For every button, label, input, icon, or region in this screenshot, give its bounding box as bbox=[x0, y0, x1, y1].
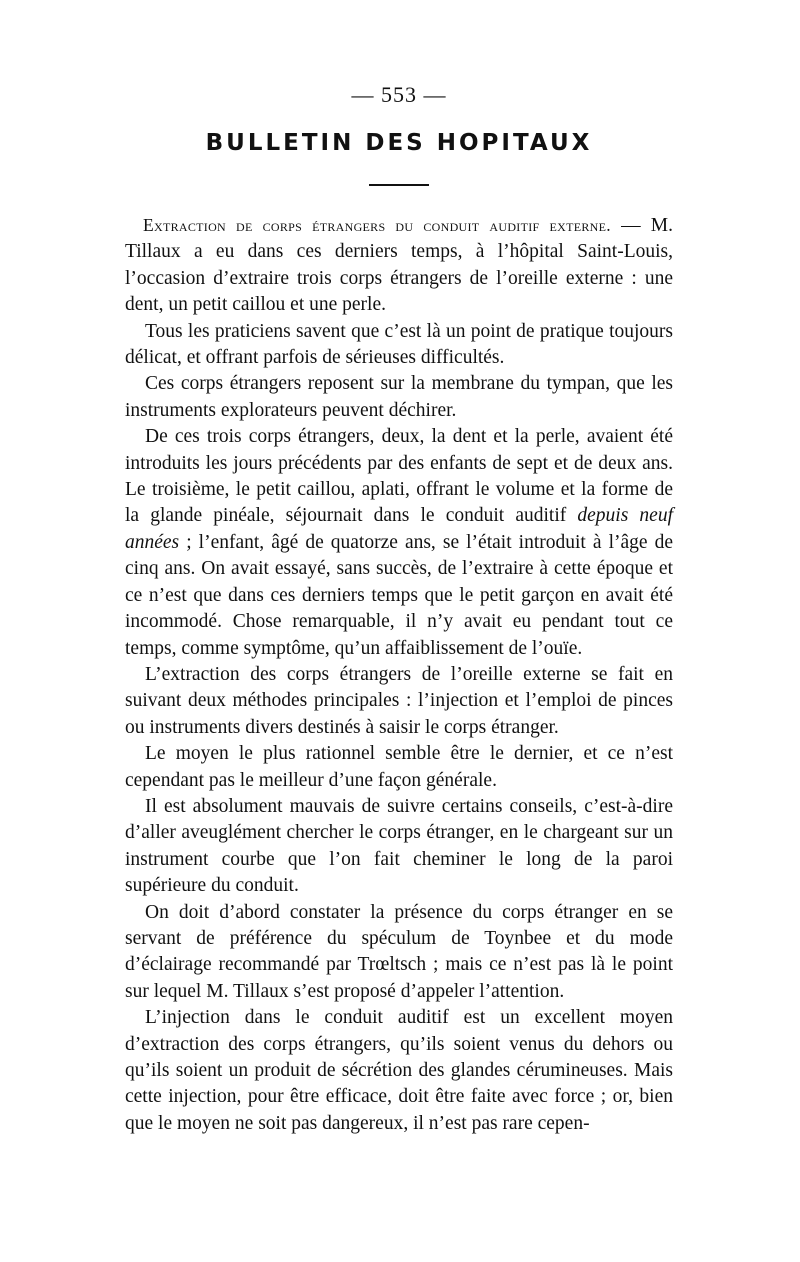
paragraph-5: L’extraction des corps étrangers de l’oreille externe se fait en suivant deux méthodes principales : l’injection et l’emploi de pinces ou instruments divers destinés à saisir le corps étranger. bbox=[125, 663, 673, 738]
paragraph-4-text-a: De ces trois corps étrangers, deux, la dent et la perle, avaient été introduits les jours précédents par des enfants de sept et de deux ans. Le troisième, le petit caillou, aplati, offrant le volume et la forme de la glande pinéale, séjournait dans le conduit auditif bbox=[125, 426, 673, 527]
paragraph-8: On doit d’abord constater la présence du corps étranger en se servant de préférence du spéculum de Toynbee et du mode d’éclairage recommandé par Trœltsch ; mais ce n’est pas là le point sur lequel M. Tillaux s’est proposé d’appeler l’attention. bbox=[125, 901, 673, 1002]
title-rule bbox=[369, 184, 429, 186]
paragraph-9: L’injection dans le conduit auditif est un excellent moyen d’extraction des corps étrangers, qu’ils soient venus du dehors ou qu’ils soient un produit de sécrétion des glandes cérumineuses. Mais cette injection, pour être efficace, doit être faite avec force ; or, bien que le moyen ne soit pas dangereux, il n’est pas rare cepen- bbox=[125, 1007, 673, 1134]
paragraph-4 bbox=[125, 424, 673, 662]
paragraph-1-text: — M. Tillaux a eu dans ces derniers temps, à l’hôpital Saint-Louis, l’occasion d’extraire trois corps étrangers de l’oreille externe : une dent, un petit caillou et une perle. bbox=[125, 215, 673, 316]
page-number: — 553 — bbox=[351, 82, 447, 107]
page bbox=[125, 78, 673, 1137]
paragraph-2: Tous les praticiens savent que c’est là un point de pratique toujours délicat, et offrant parfois de sérieuses difficultés. bbox=[125, 320, 673, 369]
paragraph-3: Ces corps étrangers reposent sur la membrane du tympan, que les instruments explorateurs peuvent déchirer. bbox=[125, 373, 673, 421]
paragraph-1 bbox=[125, 212, 673, 319]
article-title: Extraction de corps étrangers du conduit auditif externe. bbox=[143, 215, 611, 235]
running-title: BULLETIN DES HOPITAUX bbox=[205, 130, 593, 156]
paragraph-6: Le moyen le plus rationnel semble être le dernier, et ce n’est cependant pas le meilleur d’une façon générale. bbox=[125, 743, 673, 791]
paragraph-4-emphasis: depuis neuf années bbox=[125, 505, 673, 553]
paragraph-4-text-b: ; l’enfant, âgé de quatorze ans, se l’était introduit à l’âge de cinq ans. On avait essayé, sans succès, de l’extraire à cette époque et ce n’est que dans ces derniers temps que le petit garçon en avait été incommodé. Chose remarquable, il n’y avait eu pendant tout ce temps, comme symptôme, qu’un affaiblissement de l’ouïe. bbox=[125, 531, 673, 659]
paragraph-7: Il est absolument mauvais de suivre certains conseils, c’est-à-dire d’aller aveuglément chercher le corps étranger, en le chargeant sur un instrument courbe que l’on fait cheminer le long de la paroi supérieure du conduit. bbox=[125, 795, 673, 897]
article-body bbox=[125, 212, 673, 1137]
